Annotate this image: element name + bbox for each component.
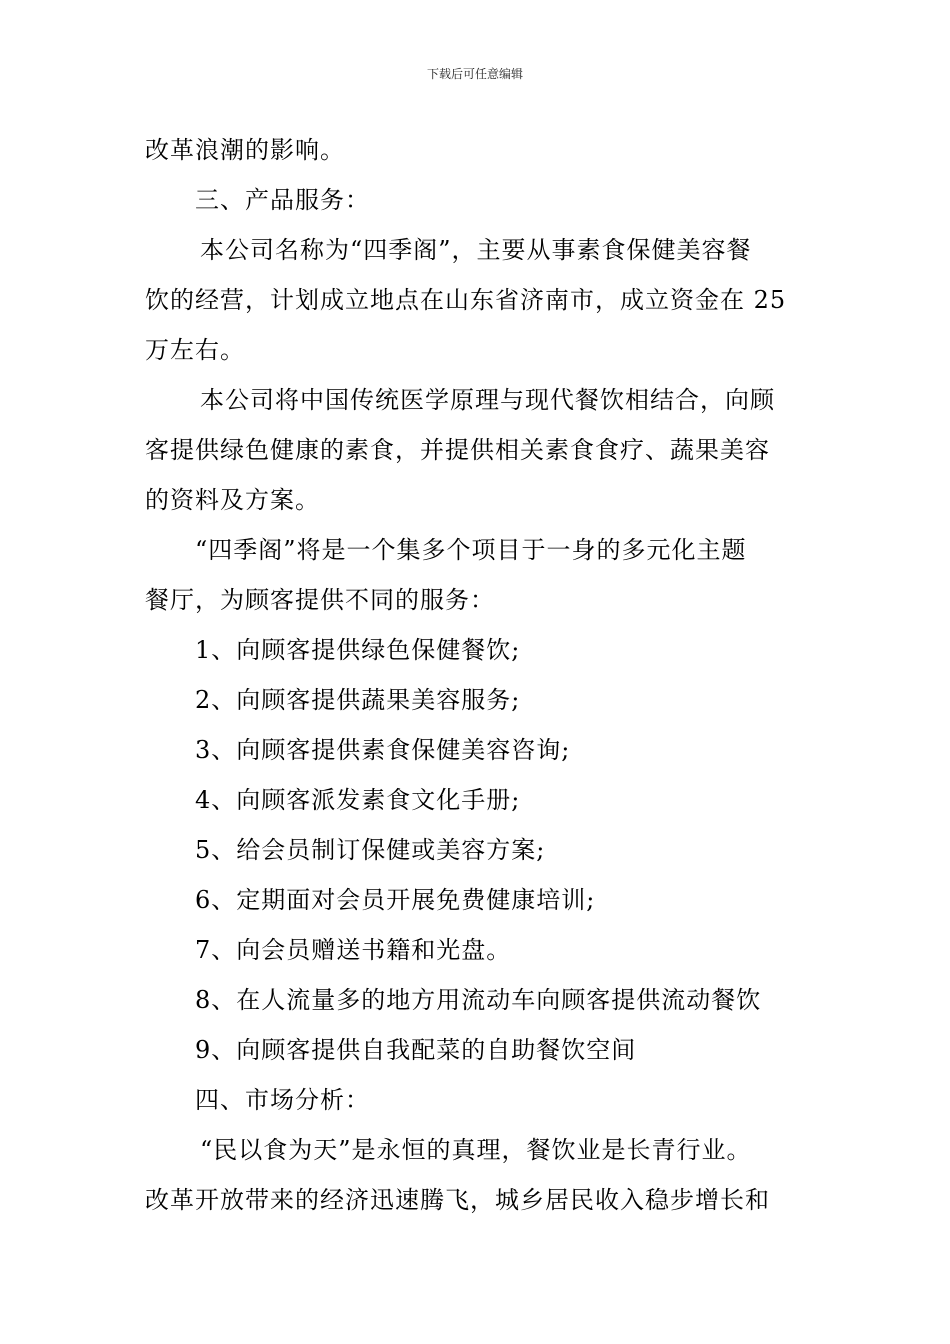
list-item: 2、向顾客提供蔬果美容服务; <box>195 686 521 714</box>
paragraph-line: 餐厅，为顾客提供不同的服务： <box>145 586 495 614</box>
paragraph-line: 本公司将中国传统医学原理与现代餐饮相结合，向顾 <box>200 386 775 414</box>
list-item: 4、向顾客派发素食文化手册; <box>195 786 521 814</box>
paragraph-line: “民以食为天”是永恒的真理，餐饮业是长青行业。 <box>200 1136 752 1164</box>
page-header: 下载后可任意编辑 <box>426 67 523 81</box>
list-item: 9、向顾客提供自我配菜的自助餐饮空间 <box>195 1036 637 1064</box>
list-item: 8、在人流量多的地方用流动车向顾客提供流动餐饮 <box>195 986 762 1014</box>
list-item: 6、定期面对会员开展免费健康培训; <box>195 886 596 914</box>
list-item: 5、给会员制订保健或美容方案; <box>195 836 546 864</box>
paragraph-line: 改革浪潮的影响。 <box>145 136 345 164</box>
paragraph-line: “四季阁”将是一个集多个项目于一身的多元化主题 <box>195 536 747 564</box>
list-item: 3、向顾客提供素食保健美容咨询; <box>195 736 571 764</box>
section-heading: 四、市场分析： <box>195 1086 370 1114</box>
paragraph-line: 改革开放带来的经济迅速腾飞，城乡居民收入稳步增长和 <box>145 1186 770 1214</box>
paragraph-line: 客提供绿色健康的素食，并提供相关素食食疗、蔬果美容 <box>145 436 770 464</box>
list-item: 7、向会员赠送书籍和光盘。 <box>195 936 512 964</box>
paragraph-line: 万左右。 <box>145 336 245 364</box>
section-heading: 三、产品服务： <box>195 186 370 214</box>
paragraph-line: 本公司名称为“四季阁”，主要从事素食保健美容餐 <box>200 236 752 264</box>
paragraph-line: 的资料及方案。 <box>145 486 320 514</box>
list-item: 1、向顾客提供绿色保健餐饮; <box>195 636 521 664</box>
paragraph-line: 饮的经营，计划成立地点在山东省济南市，成立资金在 25 <box>145 286 787 314</box>
